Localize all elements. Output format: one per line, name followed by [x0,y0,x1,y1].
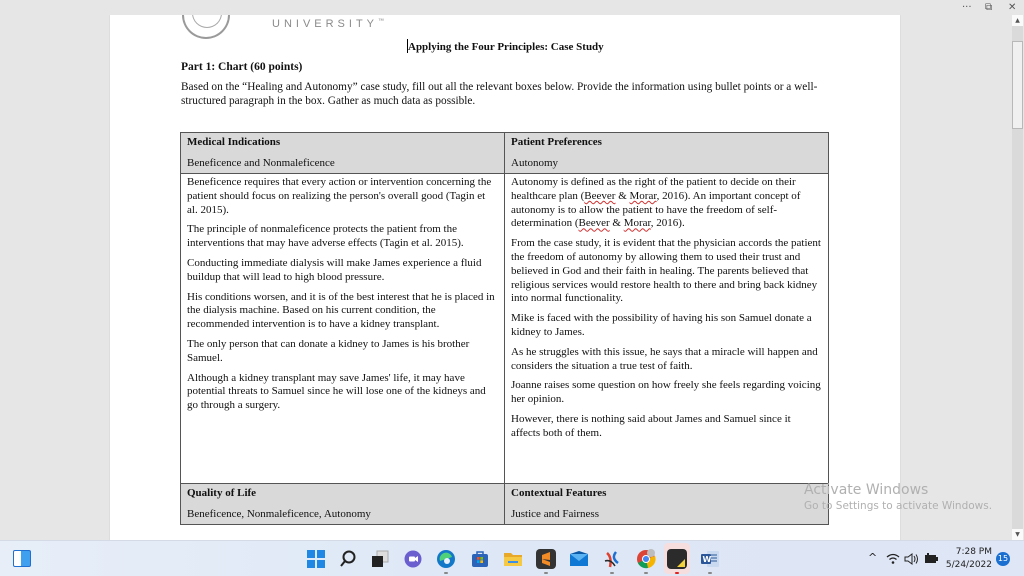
paragraph: However, there is nothing said about James and Samuel since it affects both of them. [511,412,791,439]
spellcheck-word[interactable]: Beever [584,189,616,202]
quality-of-life-title: Quality of Life [187,487,257,499]
active-indicator [675,572,679,574]
part-heading: Part 1: Chart (60 points) [181,61,303,73]
university-seal-icon [182,15,230,39]
wifi-icon[interactable] [886,551,900,576]
close-window-icon[interactable]: ✕ [1008,2,1017,13]
edge-button[interactable] [436,549,456,569]
task-view-button[interactable] [370,549,390,569]
logo-subtitle: UNIVERSITY™ [272,18,385,30]
pinwheel-app-icon [602,549,622,569]
running-indicator [444,572,448,574]
table-body-row [181,174,829,484]
scroll-up-icon[interactable]: ▲ [1012,15,1023,26]
clock-time: 7:28 PM [955,547,992,557]
sublime-text-button[interactable] [536,549,556,569]
widgets-icon[interactable] [13,550,31,567]
paragraph: Autonomy is defined as the right of the patient to decide on their healthcare plan (Beever & Morar, 2016). An important concept of autonomy is to allow the patient to have the freedom of self-determination (Beever & Morar, 2016). [511,176,801,230]
paragraph: Although a kidney transplant may save James' life, it may have potential threats to Samuel since he will lose one of the kidneys and go through a surgery. [187,371,486,412]
paragraph: Beneficence requires that every action or intervention concerning the patient should focus on realizing the person's overall good (Tagin et al. 2015). [187,176,492,216]
mail-button[interactable] [569,549,589,569]
chat-icon [403,549,423,569]
paragraph: Mike is faced with the possibility of having his son Samuel donate a kidney to James. [511,312,812,338]
running-indicator [610,572,614,574]
running-indicator [544,572,548,574]
four-principles-table [180,132,829,525]
activate-windows-watermark: Activate Windows Go to Settings to activate Windows. [804,482,993,512]
spellcheck-word[interactable]: Morar [629,189,657,202]
contextual-features-title: Contextual Features [511,487,607,499]
edge-icon [436,549,456,569]
system-clock[interactable] [940,546,992,572]
contextual-features-header[interactable] [505,484,829,525]
clock-date: 5/24/2022 [945,560,992,570]
sublime-text-icon [536,549,556,569]
teams-chat-button[interactable] [403,549,423,569]
file-explorer-button[interactable] [503,549,523,569]
windows-logo-icon [306,549,326,569]
svg-text:W: W [702,555,712,564]
paragraph: Joanne raises some question on how freely she feels regarding voicing her opinion. [511,379,821,406]
document-page[interactable] [110,15,900,540]
more-options-icon[interactable]: ··· [962,2,972,13]
table-header-row [181,133,829,174]
scrollbar-thumb[interactable] [1012,41,1023,129]
sticky-notes-icon [667,549,687,569]
patient-preferences-title: Patient Preferences [511,136,602,148]
medical-indications-cell[interactable] [181,174,505,484]
volume-icon[interactable] [904,551,920,576]
medical-indications-title: Medical Indications [187,136,281,148]
spellcheck-word[interactable]: Morar [623,217,651,230]
document-viewport [0,15,1010,540]
medical-indications-header[interactable] [181,133,505,174]
chrome-icon [636,549,656,569]
word-button[interactable] [700,549,720,569]
notification-badge[interactable]: 15 [996,552,1010,566]
microsoft-store-button[interactable] [470,549,490,569]
paragraph: From the case study, it is evident that the physician accords the patient the freedom of autonomy by allowing them to used their trust and believed in God and their faith in healing. The parents believed that religious services would restore health to there and bring back kidney into normal functionality. [511,237,821,305]
running-indicator [708,572,712,574]
paragraph: The principle of nonmaleficence protects the patient from the interventions that may have adverse effects (Tagin et al. 2015). [187,223,464,250]
folder-icon [503,549,523,569]
running-indicator [644,572,648,574]
spellcheck-word[interactable]: Beever [578,217,610,230]
patient-preferences-header[interactable] [505,133,829,174]
chrome-button[interactable] [636,549,656,569]
vertical-scrollbar[interactable] [1012,15,1023,540]
quality-of-life-header[interactable] [181,484,505,525]
medical-indications-principle: Beneficence and Nonmaleficence [187,157,335,169]
search-icon [338,549,358,569]
instructions-paragraph: Based on the “Healing and Autonomy” case study, fill out all the relevant boxes below. Provide the information using bullet points or a well-structured paragraph in the box. Gather as much data as possible. [181,81,818,107]
sticky-notes-button[interactable] [667,549,687,569]
mail-icon [569,549,589,569]
scroll-down-icon[interactable]: ▼ [1012,529,1023,540]
contextual-features-principle: Justice and Fairness [511,508,599,520]
quality-of-life-principle: Beneficence, Nonmaleficence, Autonomy [187,508,371,520]
patient-preferences-cell[interactable] [505,174,829,484]
paragraph: As he struggles with this issue, he says that a miracle will happen and considers the situation a true test of faith. [511,345,818,372]
document-title: Applying the Four Principles: Case Study [408,41,604,53]
paragraph: The only person that can donate a kidney to James is his brother Samuel. [187,337,470,364]
search-button[interactable] [338,549,358,569]
word-icon [700,549,720,569]
university-logo [180,15,440,41]
taskbar [0,540,1024,576]
task-view-icon [370,549,390,569]
show-hidden-icons-chevron[interactable]: ^ [868,551,878,564]
pinwheel-app-button[interactable] [602,549,622,569]
table-header-row [181,484,829,525]
restore-window-icon[interactable]: ⧉ [985,2,993,13]
battery-charging-icon[interactable] [924,551,938,576]
paragraph: His conditions worsen, and it is of the best interest that he is placed in the dialysis machine. Based on his current condition, the recommended intervention is to have a kidney transplant. [187,290,495,331]
start-button[interactable] [306,549,326,569]
window-top-bar [0,0,1024,15]
patient-preferences-principle: Autonomy [511,157,559,169]
store-icon [470,549,490,569]
paragraph: Conducting immediate dialysis will make James experience a fluid buildup that will lead to high blood pressure. [187,256,482,283]
